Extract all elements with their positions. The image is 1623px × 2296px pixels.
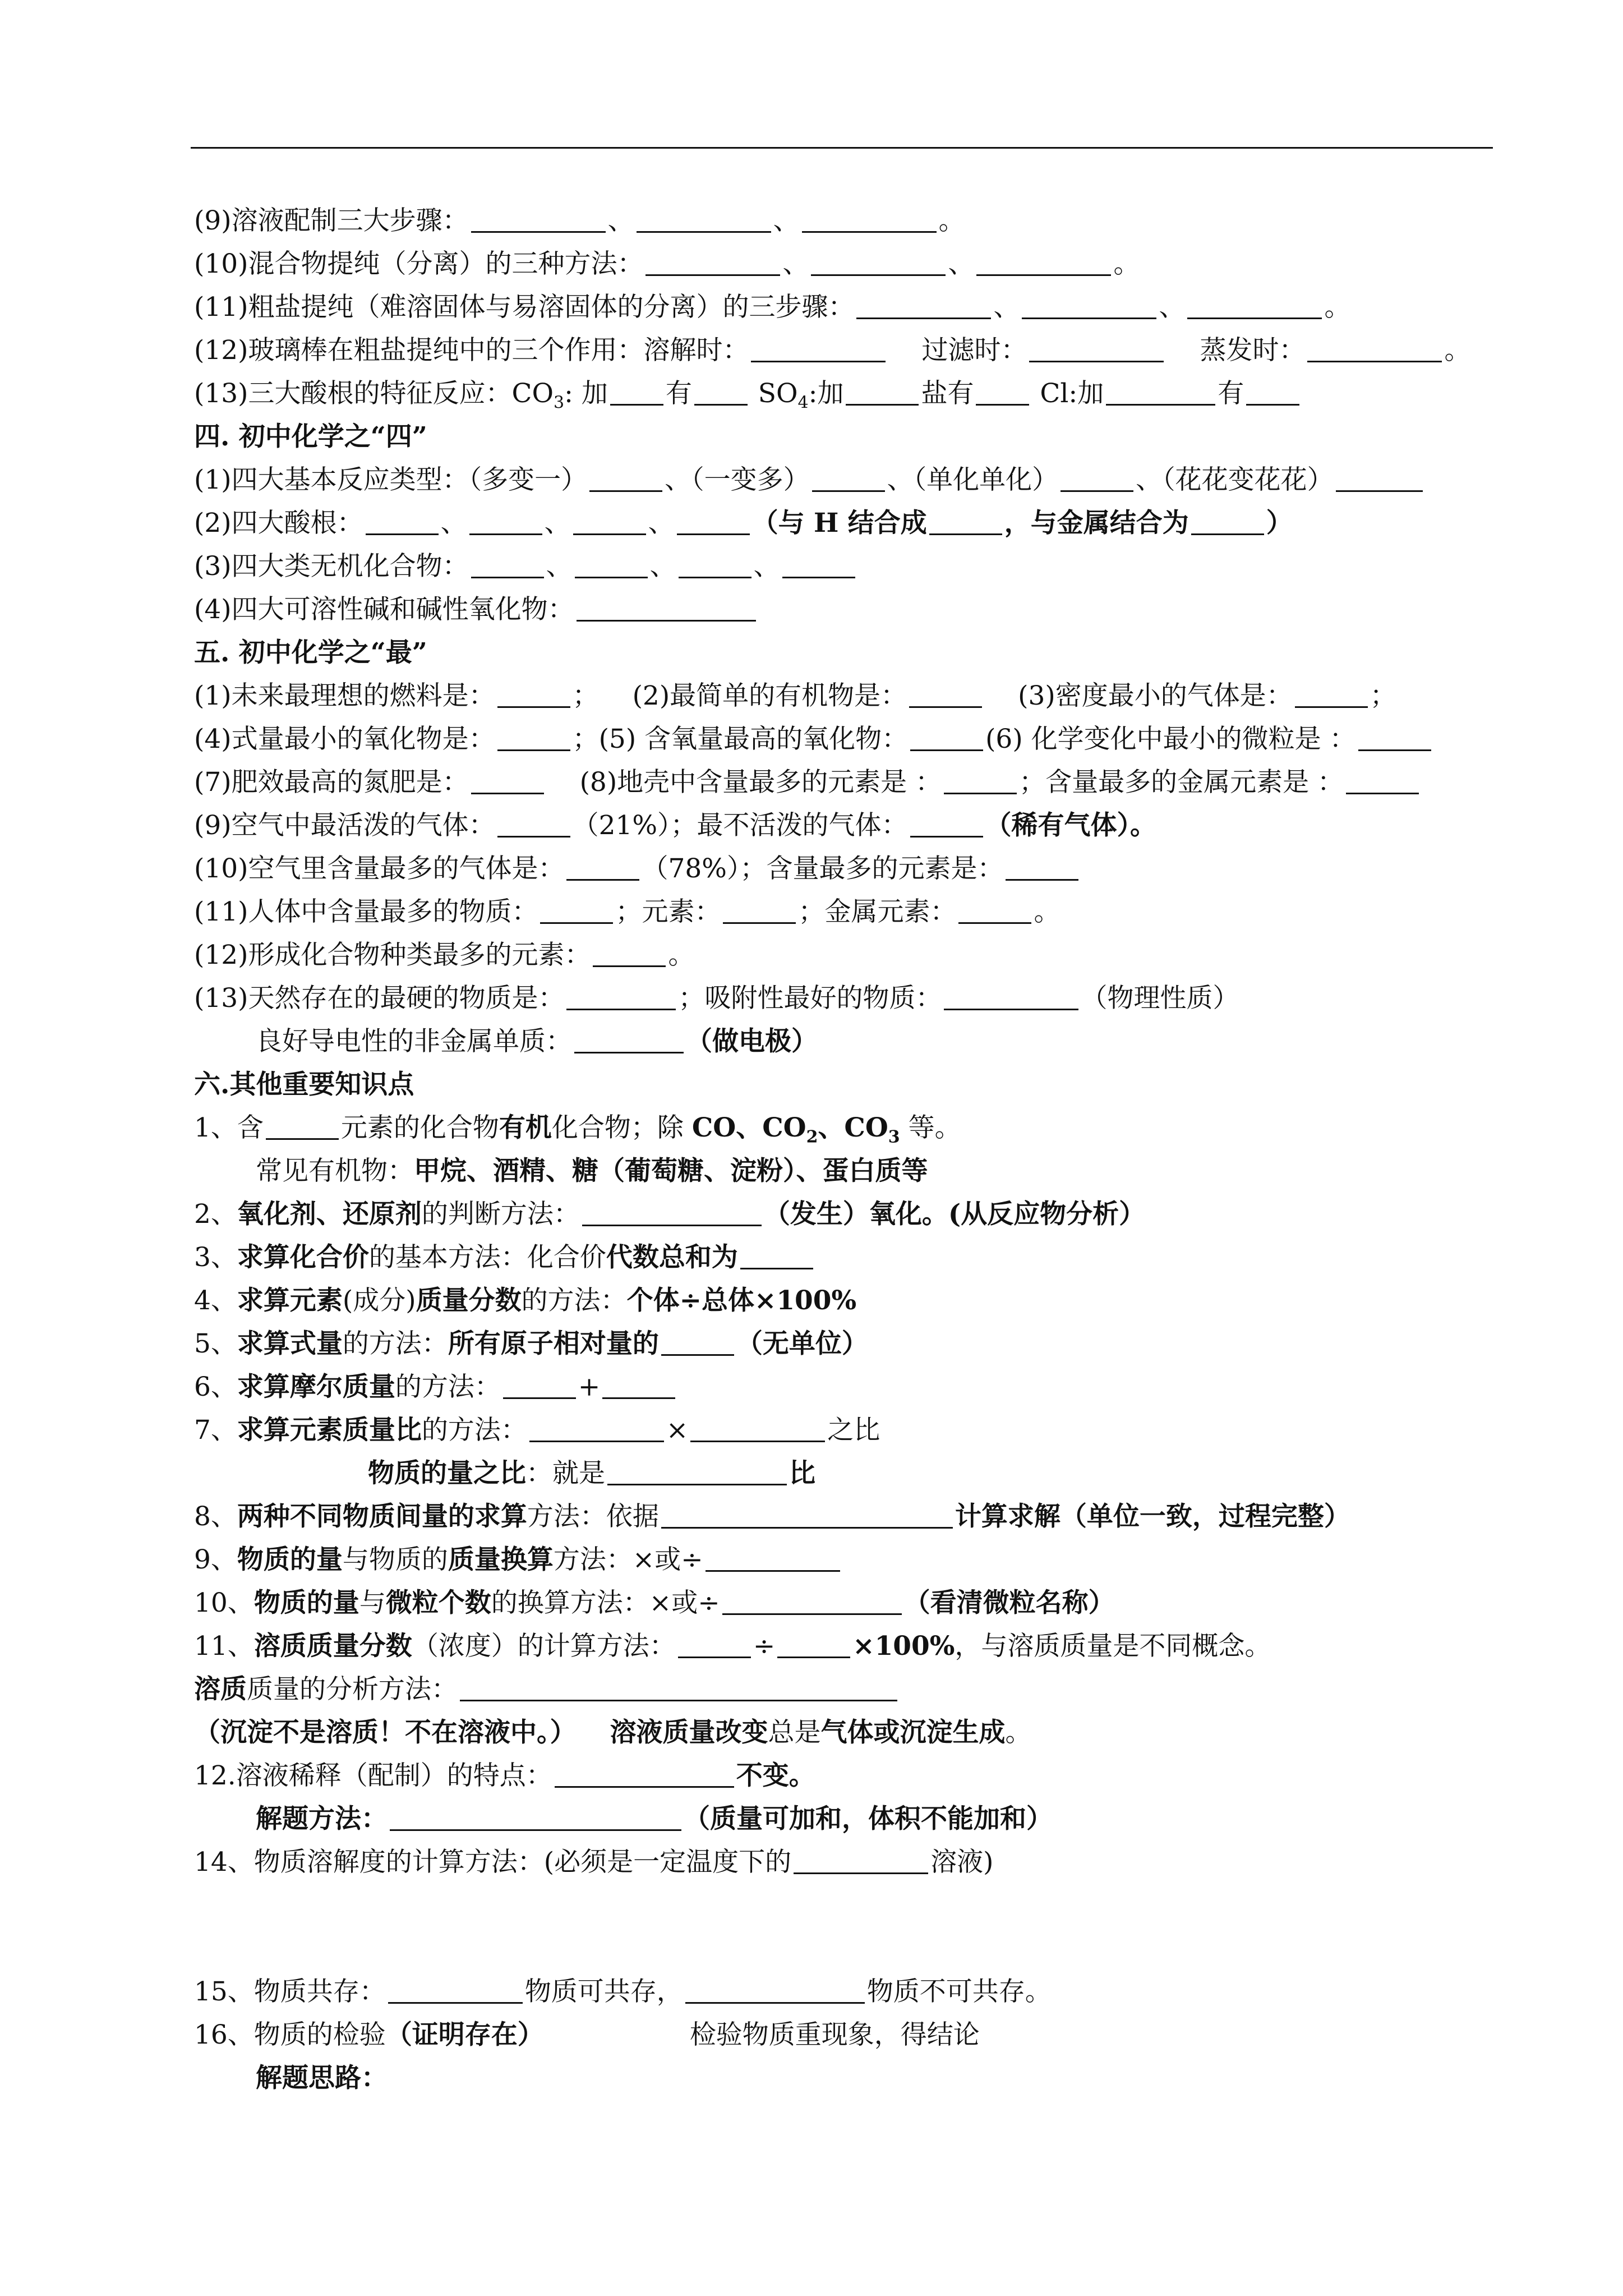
answer-blank[interactable] (722, 1588, 902, 1615)
answer-blank[interactable] (540, 896, 613, 924)
worksheet-body (194, 199, 1495, 2100)
answer-blank[interactable] (471, 551, 544, 578)
answer-blank[interactable] (575, 551, 648, 578)
answer-blank[interactable] (1246, 378, 1299, 406)
item-molar-mass: 6、求算摩尔质量的方法： + (194, 1365, 1495, 1409)
item-solution-approach: 解题思路： (256, 2063, 388, 2093)
item-inorganic-compounds: (3)四大类无机化合物： 、 、 、 (194, 545, 1495, 588)
answer-blank[interactable] (1295, 680, 1368, 708)
answer-blank[interactable] (1006, 853, 1078, 881)
answer-blank[interactable] (1187, 292, 1322, 319)
answer-blank[interactable] (1191, 508, 1264, 535)
item-nitrogen-fertilizer: (7)肥效最高的氮肥是： (8)地壳中含量最多的元素是 ： ；含量最多的金属元素是 ： (194, 761, 1495, 804)
item-glass-rod-uses: (12)玻璃棒在粗盐提纯中的三个作用：溶解时： 过滤时： 蒸发时： 。 (194, 335, 1471, 366)
answer-blank[interactable] (582, 1199, 762, 1226)
answer-blank[interactable] (811, 249, 946, 276)
header-rule (191, 147, 1493, 149)
answer-blank[interactable] (1336, 464, 1423, 492)
answer-blank[interactable] (846, 378, 919, 406)
answer-blank[interactable] (1022, 292, 1156, 319)
answer-blank[interactable] (751, 335, 886, 362)
answer-blank[interactable] (460, 1674, 897, 1701)
answer-blank[interactable] (944, 983, 1078, 1010)
answer-blank[interactable] (723, 896, 796, 924)
answer-blank[interactable] (1029, 335, 1164, 362)
answer-blank[interactable] (388, 1976, 523, 2004)
answer-blank[interactable] (607, 1458, 787, 1485)
item-lightest-oxide: (4)式量最小的氧化物是： ；(5) 含氧量最高的氧化物： (6) 化学变化中最小的微粒是 ： (194, 717, 1495, 761)
item-hardest-substance: (13)天然存在的最硬的物质是： ；吸附性最好的物质： （物理性质） (194, 983, 1239, 1014)
answer-blank[interactable] (694, 378, 748, 406)
answer-blank[interactable] (1307, 335, 1442, 362)
section-heading-most: 五. 初中化学之“最” (194, 637, 427, 668)
section-heading-other: 六.其他重要知识点 (194, 1069, 414, 1100)
item-active-gas: (9)空气中最活泼的气体： （21%）；最不活泼的气体： （稀有气体）。 (194, 810, 1157, 841)
item-amount-ratio: 物质的量之比：就是 比 (368, 1458, 815, 1489)
answer-blank[interactable] (910, 724, 983, 751)
answer-blank[interactable] (909, 680, 982, 708)
item-air-composition: (10)空气里含量最多的气体是： （78%）；含量最多的元素是： (194, 847, 1495, 890)
answer-blank[interactable] (794, 1847, 928, 1874)
item-solution-prep-steps: (9)溶液配制三大步骤： 、 、 。 (194, 205, 965, 236)
answer-blank[interactable] (366, 508, 439, 535)
answer-blank[interactable] (637, 205, 771, 233)
answer-blank[interactable] (610, 378, 663, 406)
answer-blank[interactable] (266, 1112, 339, 1140)
answer-blank[interactable] (390, 1803, 681, 1831)
answer-blank[interactable] (497, 810, 570, 838)
item-organic-compounds: 1、含 元素的化合物有机化合物；除 CO、$CO_2$、$CO_3$ 等。 (194, 1112, 961, 1147)
answer-blank[interactable] (958, 896, 1031, 924)
answer-blank[interactable] (1346, 767, 1419, 794)
answer-blank[interactable] (574, 1026, 684, 1053)
answer-blank[interactable] (1061, 464, 1133, 492)
answer-blank[interactable] (677, 508, 750, 535)
answer-blank[interactable] (497, 724, 570, 751)
item-formula-mass: 5、求算式量的方法：所有原子相对量的 （无单位） (194, 1328, 868, 1359)
item-element-mass-ratio: 7、求算元素质量比的方法： × 之比 (194, 1415, 880, 1446)
answer-blank[interactable] (555, 1760, 734, 1788)
item-valence-method: 3、求算化合价的基本方法：化合价代数总和为 (194, 1236, 1495, 1279)
item-coexistence: 15、物质共存： 物质可共存， 物质不可共存。 (194, 1976, 1052, 2007)
item-ideal-fuel: (1)未来最理想的燃料是： ； (2)最简单的有机物是： (3)密度最小的气体是： ； (194, 680, 1396, 711)
item-substance-test: 16、物质的检验（证明存在） 检验物质重现象，得结论 (194, 2019, 980, 2050)
item-solute-mass-fraction: 11、溶质质量分数（浓度）的计算方法： ÷ ×100%，与溶质质量是不同概念。 (194, 1631, 1271, 1662)
item-human-body: (11)人体中含量最多的物质： ；元素： ；金属元素： 。 (194, 896, 1061, 927)
answer-blank[interactable] (678, 1631, 751, 1658)
answer-blank[interactable] (469, 508, 542, 535)
item-conductive-nonmetal: 良好导电性的非金属单质： （做电极） (256, 1026, 818, 1057)
answer-blank[interactable] (706, 1544, 840, 1572)
item-precipitate-note: （沉淀不是溶质！不在溶液中。） 溶液质量改变总是气体或沉淀生成。 (194, 1717, 1032, 1748)
item-salt-purification-steps: (11)粗盐提纯（难溶固体与易溶固体的分离）的三步骤： 、 、 。 (194, 292, 1351, 323)
item-two-substance-calc: 8、两种不同物质间量的求算方法：依据 计算求解（单位一致，过程完整） (194, 1501, 1350, 1532)
answer-blank[interactable] (529, 1415, 664, 1442)
answer-blank[interactable] (782, 551, 855, 578)
answer-blank[interactable] (856, 292, 991, 319)
answer-blank[interactable] (573, 508, 646, 535)
answer-blank[interactable] (503, 1372, 576, 1399)
answer-blank[interactable] (589, 464, 662, 492)
answer-blank[interactable] (944, 767, 1017, 794)
item-most-compounds-element: (12)形成化合物种类最多的元素： 。 (194, 940, 695, 970)
answer-blank[interactable] (661, 1501, 953, 1529)
answer-blank[interactable] (566, 983, 676, 1010)
item-four-reaction-types: (1)四大基本反应类型：（多变一） 、（一变多） 、（单化单化） 、（花花变花花） (194, 458, 1495, 501)
item-solute-mass-analysis: 溶质质量的分析方法： (194, 1668, 1495, 1711)
section-heading-four: 四. 初中化学之“四” (194, 421, 427, 452)
answer-blank[interactable] (1358, 724, 1431, 751)
answer-blank[interactable] (471, 205, 606, 233)
answer-blank[interactable] (645, 249, 780, 276)
answer-blank[interactable] (679, 551, 751, 578)
answer-blank[interactable] (777, 1631, 850, 1658)
answer-blank[interactable] (577, 594, 756, 622)
answer-blank[interactable] (740, 1242, 813, 1269)
answer-blank[interactable] (802, 205, 937, 233)
item-soluble-bases: (4)四大可溶性碱和碱性氧化物： (194, 588, 1495, 631)
item-dilution: 12.溶液稀释（配制）的特点： 不变。 (194, 1760, 815, 1791)
item-amount-mass-conversion: 9、物质的量与物质的质量换算方法：×或÷ (194, 1538, 1495, 1581)
answer-blank[interactable] (602, 1372, 675, 1399)
item-amount-particle-conversion: 10、物质的量与微粒个数的换算方法：×或÷ （看清微粒名称） (194, 1588, 1115, 1618)
item-four-acid-radicals: (2)四大酸根： 、 、 、 （与 H 结合成 ，与金属结合为 ） (194, 508, 1293, 539)
item-dilution-method: 解题方法： （质量可加和，体积不能加和） (256, 1803, 1053, 1834)
item-mixture-separation-methods: (10)混合物提纯（分离）的三种方法： 、 、 。 (194, 249, 1140, 279)
answer-blank[interactable] (661, 1328, 734, 1356)
item-oxidizer-reducer: 2、氧化剂、还原剂的判断方法： （发生）氧化。(从反应物分析） (194, 1199, 1146, 1230)
answer-blank[interactable] (593, 940, 666, 967)
answer-blank[interactable] (497, 680, 570, 708)
answer-blank[interactable] (566, 853, 639, 881)
item-mass-fraction: 4、求算元素(成分)质量分数的方法：个体÷总体×100% (194, 1285, 857, 1316)
item-acid-radical-reactions: (13)三大酸根的特征反应：$CO_3$: 加 有 $SO_4$:加 盐有 Cl:加 有 (194, 372, 1495, 415)
item-common-organics: 常见有机物：甲烷、酒精、糖（葡萄糖、淀粉）、蛋白质等 (256, 1156, 928, 1186)
answer-blank[interactable] (929, 508, 1002, 535)
answer-blank[interactable] (685, 1976, 865, 2004)
answer-blank[interactable] (1106, 378, 1215, 406)
answer-blank[interactable] (690, 1415, 825, 1442)
item-solubility-calc: 14、物质溶解度的计算方法：(必须是一定温度下的 溶液) (194, 1847, 994, 1878)
answer-blank[interactable] (976, 378, 1029, 406)
answer-blank[interactable] (976, 249, 1111, 276)
answer-blank[interactable] (910, 810, 983, 838)
answer-blank[interactable] (471, 767, 544, 794)
answer-blank[interactable] (812, 464, 885, 492)
